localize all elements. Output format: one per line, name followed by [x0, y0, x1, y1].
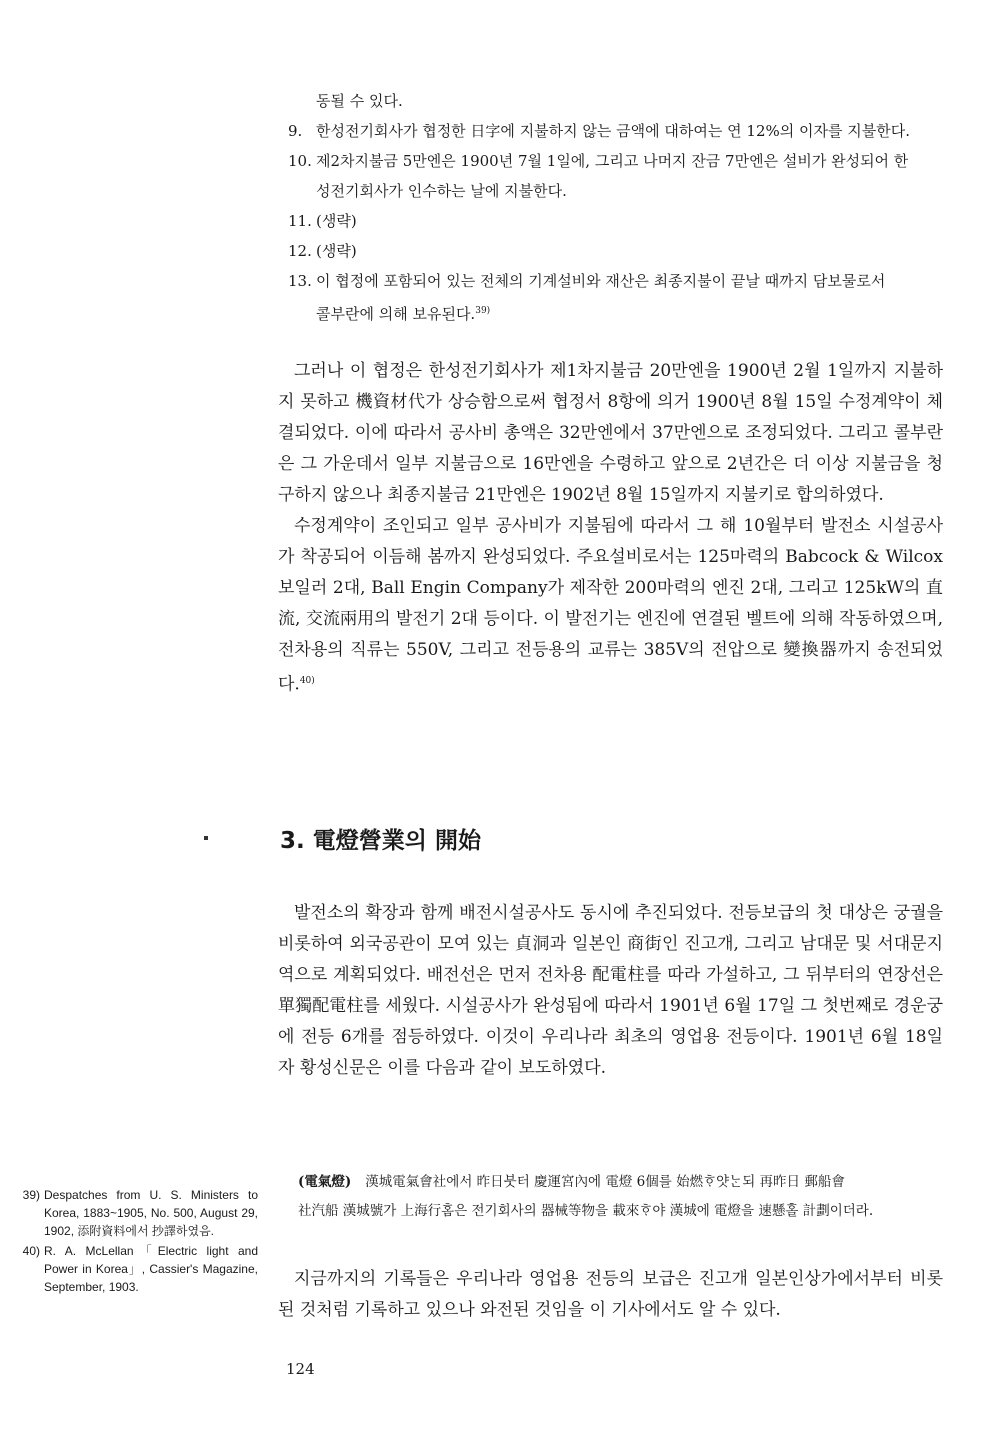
list-number: 11.: [288, 212, 312, 230]
footnote-ref-39: 39): [475, 306, 491, 316]
paragraph: [278, 511, 943, 701]
paragraph: 그러나 이 협정은 한성전기회사가 제1차지불금 20만엔을 1900년 2월 1일까지 지불하지 못하고 機資材代가 상승함으로써 협정서 8항에 의거 1900년 8월 15일 수정계약이 체결되었다. 이에 따라서 공사비 총액은 32만엔에서 37만엔으로 조정되었다. 그리고 콜부란은 그 가운데서 일부 지불금으로 16만엔을 수령하고 앞으로 2년간은 더 이상 지불금을 청구하지 않으나 최종지불금 21만엔은 1902년 8월 15일까지 지불키로 합의하였다.: [278, 361, 943, 505]
footnote-text: Despatches from U. S. Ministers to Korea, 1883~1905, No. 500, August 29, 1902, 添附資料에서 抄譯하였음.: [44, 1188, 258, 1238]
footnote-40: [2, 1242, 258, 1296]
section-heading: 3. 電燈營業의 開始: [280, 828, 481, 854]
quote-line: [298, 1168, 948, 1197]
list-item-9: [288, 116, 948, 146]
margin-mark: [204, 836, 208, 840]
list-item-10: [288, 146, 948, 176]
footnote-39: [2, 1186, 258, 1240]
quote-lead: (電氣燈): [298, 1174, 352, 1190]
page-number: 124: [286, 1360, 315, 1378]
list-text: (생략): [316, 242, 357, 260]
list-lead-continuation: 동될 수 있다.: [316, 92, 403, 110]
list-item-13: [288, 266, 948, 296]
footnotes: [2, 1186, 258, 1298]
list-text: 콜부란에 의해 보유된다.: [316, 305, 476, 323]
list-text: 이 협정에 포함되어 있는 전체의 기계설비와 재산은 최종지불이 끝날 때까지 담보물로서: [316, 272, 886, 290]
quote-text: 漢城電氣會社에서 昨日붓터 慶運宮內에 電燈 6個를 始燃ᄒᆞ얏ᄂᆞᆫ되 再昨日 郵船會: [365, 1174, 845, 1190]
list-item-11: [288, 206, 948, 236]
list-item-13-continuation: [288, 296, 948, 329]
quote-line: 社汽船 漢城號가 上海行홈은 전기회사의 器械等物을 載來ᄒᆞ야 漢城에 電燈을 速懸홀 計劃이더라.: [298, 1203, 874, 1219]
footnote-ref-40: 40): [299, 676, 315, 686]
body-section-1: [278, 356, 943, 701]
paragraph-text: 수정계약이 조인되고 일부 공사비가 지불됨에 따라서 그 해 10월부터 발전소 시설공사가 착공되어 이듬해 봄까지 완성되었다. 주요설비로서는 125마력의 Babcock & Wilcox 보일러 2대, Ball Engin Company가 제작한 200마력의 엔진 2대, 그리고 125kW의 直流, 交流兩用의 발전기 2대 등이다. 이 발전기는 엔진에 연결된 벨트에 의해 작동하였으며, 전차용의 직류는 550V, 그리고 전등용의 교류는 385V의 전압으로 變換器까지 송전되었다.: [278, 516, 943, 695]
body-section-2: [278, 898, 943, 1084]
footnote-number: 39): [22, 1188, 40, 1202]
body-section-3: [278, 1264, 943, 1326]
list-text: 제2차지불금 5만엔은 1900년 7월 1일에, 그리고 나머지 잔금 7만엔은 설비가 완성되어 한: [316, 152, 909, 170]
footnote-text: R. A. McLellan「Electric light and Power in Korea」, Cassier's Magazine, September, 1903.: [44, 1244, 258, 1294]
list-number: 9.: [288, 122, 303, 140]
list-item-12: [288, 236, 948, 266]
list-number: 10.: [288, 152, 312, 170]
list-number: 12.: [288, 242, 312, 260]
list-item-10-continuation: 성전기회사가 인수하는 날에 지불한다.: [316, 182, 567, 200]
paragraph: 발전소의 확장과 함께 배전시설공사도 동시에 추진되었다. 전등보급의 첫 대상은 궁궐을 비롯하여 외국공관이 모여 있는 貞洞과 일본인 商街인 진고개, 그리고 남대문 및 서대문지역으로 계획되었다. 배전선은 먼저 전차용 配電柱를 따라 가설하고, 그 뒤부터의 연장선은 單獨配電柱를 세웠다. 시설공사가 완성됨에 따라서 1901년 6월 17일 그 첫번째로 경운궁에 전등 6개를 점등하였다. 이것이 우리나라 최초의 영업용 전등이다. 1901년 6월 18일자 황성신문은 이를 다음과 같이 보도하였다.: [278, 903, 943, 1078]
paragraph: 지금까지의 기록들은 우리나라 영업용 전등의 보급은 진고개 일본인상가에서부터 비롯된 것처럼 기록하고 있으나 와전된 것임을 이 기사에서도 알 수 있다.: [278, 1269, 943, 1320]
list-text: 한성전기회사가 협정한 日字에 지불하지 않는 금액에 대하여는 연 12%의 이자를 지불한다.: [316, 122, 910, 140]
agreement-list: [288, 86, 948, 329]
list-text: (생략): [316, 212, 357, 230]
footnote-number: 40): [22, 1244, 40, 1258]
newspaper-quote: [298, 1168, 948, 1226]
list-number: 13.: [288, 272, 312, 290]
